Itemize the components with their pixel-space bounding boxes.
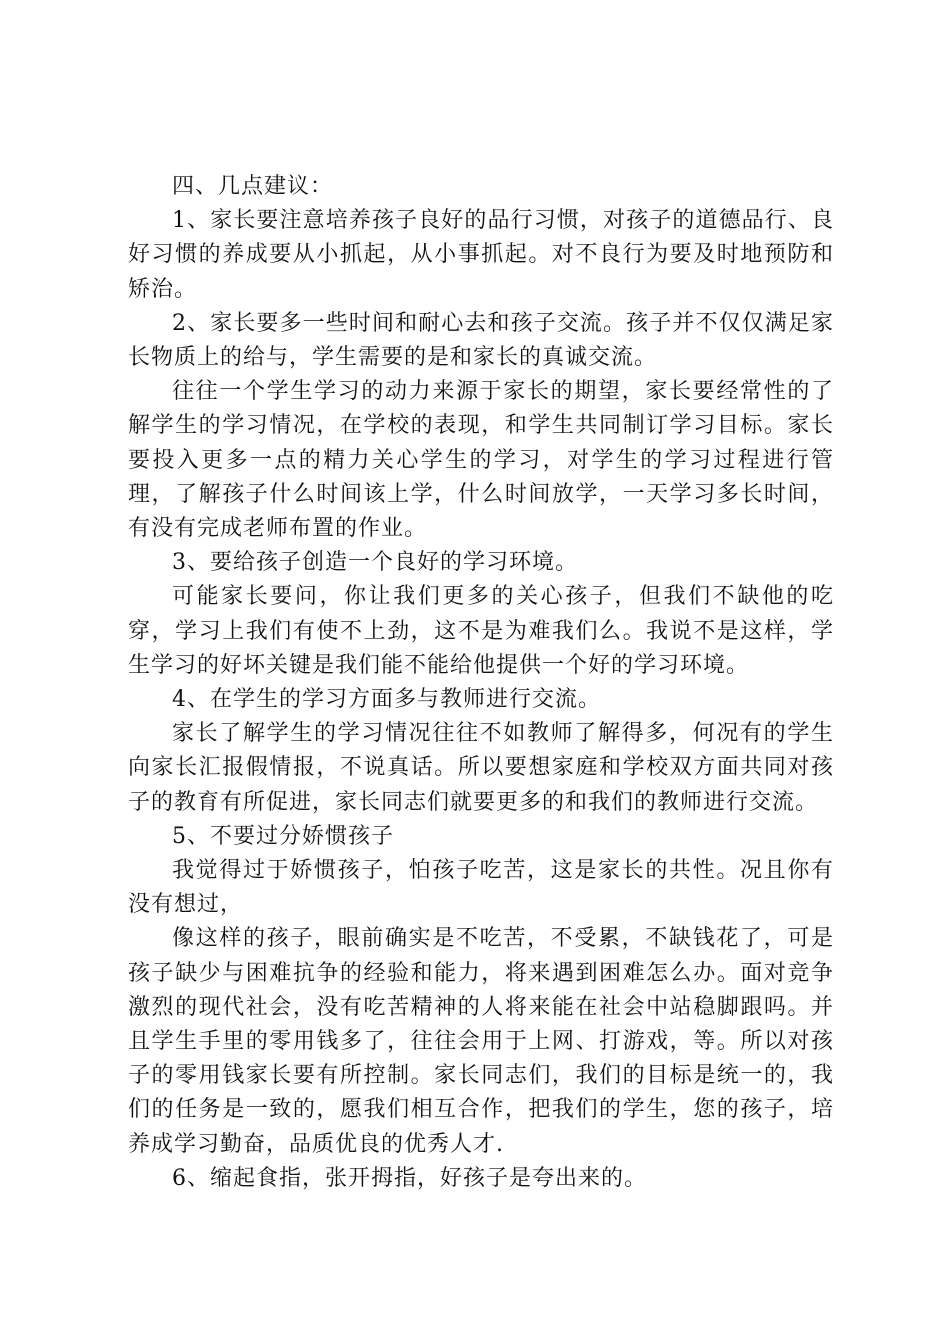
- suggestion-2: 2、家长要多一些时间和耐心去和孩子交流。孩子并不仅仅满足家长物质上的给与，学生需要的是和家长的真诚交流。: [128, 310, 834, 371]
- paragraph-learning-motivation: 往往一个学生学习的动力来源于家长的期望，家长要经常性的了解学生的学习情况，在学校的表现，和学生共同制订学习目标。家长要投入更多一点的精力关心学生的学习，对学生的学习过程进行管理，了解孩子什么时间该上学，什么时间放学，一天学习多长时间，有没有完成老师布置的作业。: [128, 379, 834, 542]
- paragraph-learning-environment: 可能家长要问，你让我们更多的关心孩子，但我们不缺他的吃穿，学习上我们有使不上劲，这不是为难我们么。我说不是这样，学生学习的好坏关键是我们能不能给他提供一个好的学习环境。: [128, 584, 834, 678]
- suggestion-6: 6、缩起食指，张开拇指，好孩子是夸出来的。: [172, 1165, 647, 1191]
- paragraph-spoiling-1: 我觉得过于娇惯孩子，怕孩子吃苦，这是家长的共性。况且你有没有想过，: [128, 858, 834, 918]
- suggestion-5: 5、不要过分娇惯孩子: [172, 823, 394, 849]
- section-heading: 四、几点建议：: [172, 174, 334, 199]
- paragraph-spoiling-2: 像这样的孩子，眼前确实是不吃苦，不受累，不缺钱花了，可是孩子缺少与困难抗争的经验和能力，将来遇到困难怎么办。面对竞争激烈的现代社会，没有吃苦精神的人将来能在社会中站稳脚跟吗。并且学生手里的零用钱多了，往往会用于上网、打游戏，等。所以对孩子的零用钱家长要有所控制。家长同志们，我们的目标是统一的，我们的任务是一致的，愿我们相互合作，把我们的学生，您的孩子，培养成学习勤奋，品质优良的优秀人才.: [128, 926, 834, 1157]
- document-page: [128, 170, 834, 1196]
- paragraph-teacher-communication: 家长了解学生的学习情况往往不如教师了解得多，何况有的学生向家长汇报假情报，不说真话。所以要想家庭和学校双方面共同对孩子的教育有所促进，家长同志们就要更多的和我们的教师进行交流。: [128, 721, 834, 815]
- suggestion-1: 1、家长要注意培养孩子良好的品行习惯，对孩子的道德品行、良好习惯的养成要从小抓起，从小事抓起。对不良行为要及时地预防和矫治。: [128, 208, 834, 302]
- suggestion-4: 4、在学生的学习方面多与教师进行交流。: [172, 687, 601, 713]
- suggestion-3: 3、要给孩子创造一个良好的学习环境。: [172, 550, 578, 576]
